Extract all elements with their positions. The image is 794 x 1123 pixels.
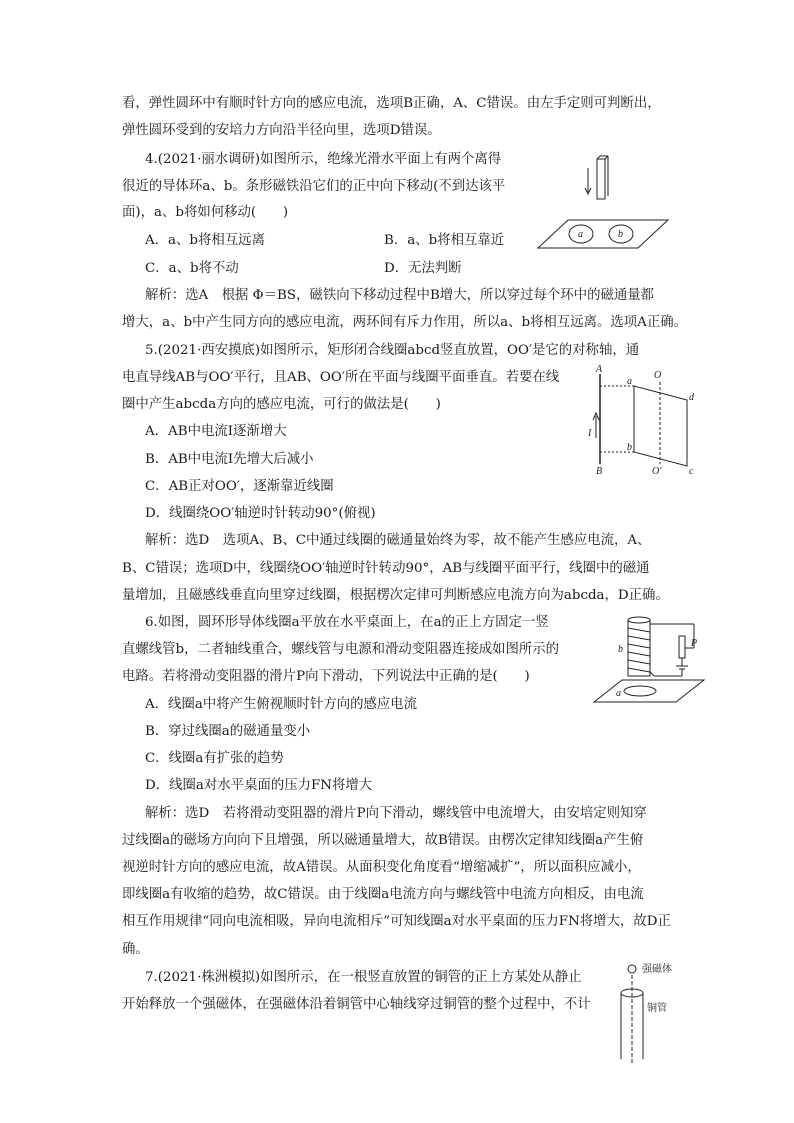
- question-6-answer: 确。: [122, 942, 149, 957]
- question-4-option-b: B．a、b将相互靠近: [384, 233, 505, 248]
- question-6-answer: 解析：选D 若将滑动变阻器的滑片P向下滑动，螺线管中电流增大，由安培定则知穿: [145, 806, 647, 821]
- label-b: b: [618, 229, 623, 240]
- rheostat: [679, 636, 685, 658]
- question-7-stem: 开始释放一个强磁体，在强磁体沿着铜管中心轴线穿过铜管的整个过程中，不计: [122, 997, 591, 1012]
- question-6-option-c: C．线圈a有扩张的趋势: [145, 751, 284, 766]
- label-b: b: [627, 442, 632, 453]
- question-6-stem: 电路。若将滑动变阻器的滑片P向下滑动，下列说法中正确的是( ): [122, 669, 530, 684]
- label-P: P: [691, 638, 698, 649]
- question-4-stem: 面)，a、b将如何移动( ): [122, 205, 289, 220]
- table-plane: [594, 680, 704, 702]
- question-4-option-c: C．a、b将不动: [145, 261, 239, 276]
- question-6-answer: 视逆时针方向的感应电流，故A错误。从面积变化角度看“增缩减扩”，所以面积应减小，: [122, 860, 641, 875]
- label-tube: 铜管: [647, 1003, 667, 1014]
- label-A: A: [596, 364, 603, 375]
- question-5-stem: 圈中产生abcda方向的感应电流，可行的做法是( ): [122, 397, 441, 412]
- question-5-answer: 量增加，且磁感线垂直向里穿过线圈，根据楞次定律可判断感应电流方向为abcda，D正确。: [122, 588, 669, 603]
- question-5-option-d: D．线圈绕OO′轴逆时针转动90°(俯视): [145, 506, 376, 521]
- figure-q4-rings-magnet: [538, 156, 678, 256]
- label-d: d: [689, 392, 694, 403]
- figure-q7-copper-tube: [612, 963, 702, 1063]
- label-a: a: [616, 688, 621, 699]
- text-line: 看，弹性圆环中有顺时针方向的感应电流，选项B正确，A、C错误。由左手定则可判断出，: [122, 96, 661, 111]
- figure-q6-solenoid: [594, 614, 704, 706]
- coil-a: [624, 686, 656, 696]
- question-7-stem: 7.(2021·株洲模拟)如图所示，在一根竖直放置的铜管的正上方某处从静止: [145, 970, 582, 985]
- label-I: I: [588, 428, 592, 439]
- label-O: O: [654, 370, 662, 381]
- question-4-answer: 增大，a、b中产生同方向的感应电流，两环间有斥力作用，所以a、b将相互远离。选项A正确。: [122, 315, 688, 330]
- question-5-option-c: C．AB正对OO′，逐渐靠近线圈: [145, 479, 334, 494]
- question-6-option-a: A．线圈a中将产生俯视顺时针方向的感应电流: [145, 697, 418, 712]
- text-line: 弹性圆环受到的安培力方向沿半径向里，选项D错误。: [122, 123, 441, 138]
- question-5-answer: 解析：选D 选项A、B、C中通过线圈的磁通量始终为零，故不能产生感应电流，A、: [145, 533, 651, 548]
- label-a: a: [578, 229, 583, 240]
- question-6-answer: 过线圈a的磁场方向向下且增强，所以磁通量增大，故B错误。由楞次定律知线圈a产生俯: [122, 833, 644, 848]
- label-magnet: 强磁体: [642, 964, 672, 975]
- horizontal-plane: [538, 220, 668, 248]
- label-b: b: [618, 644, 623, 655]
- label-c: c: [689, 466, 694, 477]
- label-O-prime: O′: [652, 466, 662, 477]
- question-4-stem: 4.(2021·丽水调研)如图所示，绝缘光滑水平面上有两个离得: [145, 152, 502, 167]
- question-5-stem: 电直导线AB与OO′平行，且AB、OO′所在平面与线圈平面垂直。若要在线: [122, 370, 560, 385]
- question-6-answer: 即线圈a有收缩的趋势，故C错误。由于线圈a电流方向与螺线管中电流方向相反，由电流: [122, 887, 644, 902]
- label-B: B: [596, 466, 603, 477]
- question-5-answer: B、C错误；选项D中，线圈绕OO′轴逆时针转动90°，AB与线圈平面平行，线圈中的磁通: [122, 561, 650, 576]
- label-a: a: [627, 376, 632, 387]
- question-6-stem: 6.如图，圆环形导体线圈a平放在水平桌面上，在a的正上方固定一竖: [145, 615, 549, 630]
- question-4-option-a: A．a、b将相互远离: [145, 233, 265, 248]
- question-6-option-b: B．穿过线圈a的磁通量变小: [145, 724, 311, 739]
- question-5-stem: 5.(2021·西安摸底)如图所示，矩形闭合线圈abcd竖直放置，OO′是它的对称轴，通: [145, 343, 640, 358]
- question-5-option-a: A．AB中电流I逐渐增大: [145, 424, 287, 439]
- strong-magnet: [628, 965, 636, 973]
- question-6-answer: 相互作用规律“同向电流相吸，异向电流相斥”可知线圈a对水平桌面的压力FN将增大，故D正: [122, 914, 671, 929]
- question-4-option-d: D．无法判断: [384, 261, 462, 276]
- question-4-answer: 解析：选A 根据 Φ＝BS，磁铁向下移动过程中B增大，所以穿过每个环中的磁通量都: [145, 288, 655, 303]
- question-5-option-b: B．AB中电流I先增大后减小: [145, 452, 314, 467]
- figure-q5-coil-wire: [588, 364, 702, 478]
- bar-magnet: [597, 159, 605, 199]
- question-4-stem: 很近的导体环a、b。条形磁铁沿它们的正中向下移动(不到达该平: [122, 179, 506, 194]
- question-6-stem: 直螺线管b，二者轴线重合，螺线管与电源和滑动变阻器连接成如图所示的: [122, 642, 560, 657]
- question-6-option-d: D．线圈a对水平桌面的压力FN将增大: [145, 778, 373, 793]
